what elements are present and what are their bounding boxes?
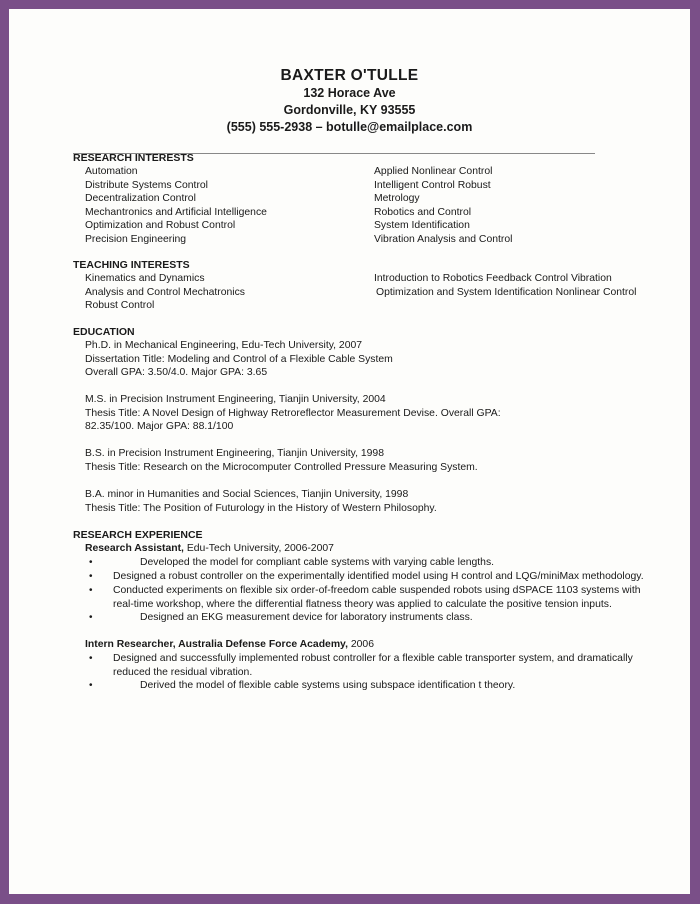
job-organization: Edu-Tech University, 2006-2007	[183, 543, 334, 554]
education-line: Ph.D. in Mechanical Engineering, Edu-Tech University, 2007	[85, 340, 363, 351]
job-year: 2006	[347, 639, 374, 650]
research-interests-heading: RESEARCH INTERESTS	[73, 152, 194, 164]
education-line: Dissertation Title: Modeling and Control of a Flexible Cable System	[85, 353, 393, 365]
education-heading: EDUCATION	[73, 326, 135, 338]
job-title-line	[85, 542, 334, 556]
city-address: Gordonville, KY 93555	[283, 103, 416, 117]
education-line: B.S. in Precision Instrument Engineering, Tianjin University, 1998	[85, 448, 384, 459]
research-interest-right-item: Robotics and Control	[374, 206, 472, 218]
education-line: Thesis Title: A Novel Design of Highway Retroreflector Measurement Devise. Overall GPA:	[85, 407, 501, 419]
job-bullet-text: Developed the model for compliant cable systems with varying cable lengths.	[140, 557, 495, 568]
research-interest-left-item: Decentralization Control	[85, 193, 196, 204]
bullet-marker: •	[89, 680, 93, 691]
education-line: B.A. minor in Humanities and Social Sciences, Tianjin University, 1998	[85, 489, 409, 500]
job-bullet-text: real-time workshop, where the differential flatness theory was applied to calculate the positive tension inputs.	[113, 598, 612, 610]
job-bullet-text: Conducted experiments on flexible six order-of-freedom cable suspended robots using dSPACE 1103 systems with	[113, 585, 641, 596]
job-role: Research Assistant,	[85, 543, 184, 554]
bullet-marker: •	[89, 653, 93, 664]
bullet-marker: •	[89, 571, 93, 582]
applicant-name: BAXTER O'TULLE	[280, 67, 419, 84]
research-interest-left-item: Distribute Systems Control	[85, 179, 208, 191]
job-bullet-text: Designed and successfully implemented robust controller for a flexible cable transporter system, and dramatically	[113, 653, 633, 664]
research-interest-left-item: Automation	[85, 166, 138, 177]
research-interest-left-item: Precision Engineering	[85, 233, 187, 245]
bullet-marker: •	[89, 612, 93, 623]
teaching-interest-right-item: Optimization and System Identification Nonlinear Control	[376, 286, 637, 298]
job-bullet-text: Designed a robust controller on the experimentally identified model using H control and LQG/miniMax methodology.	[113, 571, 644, 582]
job-bullet-text: reduced the residual vibration.	[113, 666, 253, 678]
research-interest-right-item: Metrology	[374, 193, 420, 204]
education-line: M.S. in Precision Instrument Engineering, Tianjin University, 2004	[85, 394, 386, 405]
bullet-marker: •	[89, 585, 93, 596]
job-bullet-text: Designed an EKG measurement device for laboratory instruments class.	[140, 612, 473, 623]
job-bullet-text: Derived the model of flexible cable systems using subspace identification t theory.	[140, 680, 516, 691]
teaching-interests-heading: TEACHING INTERESTS	[73, 259, 190, 271]
research-interest-left-item: Mechantronics and Artificial Intelligence	[85, 206, 267, 218]
teaching-interest-left-item: Robust Control	[85, 300, 155, 311]
street-address: 132 Horace Ave	[303, 86, 396, 100]
research-interest-right-item: Applied Nonlinear Control	[374, 166, 493, 177]
education-line: Overall GPA: 3.50/4.0. Major GPA: 3.65	[85, 367, 268, 378]
contact-line: (555) 555-2938 – botulle@emailplace.com	[226, 120, 473, 134]
bullet-marker: •	[89, 557, 93, 568]
research-interest-right-item: System Identification	[374, 220, 470, 231]
education-line: Thesis Title: Research on the Microcomputer Controlled Pressure Measuring System.	[85, 461, 478, 473]
resume-header	[9, 66, 690, 136]
research-interest-right-item: Intelligent Control Robust	[374, 179, 491, 191]
teaching-interest-left-item: Analysis and Control Mechatronics	[85, 286, 245, 298]
education-line: 82.35/100. Major GPA: 88.1/100	[85, 421, 234, 432]
job-title-line	[85, 638, 374, 652]
teaching-interest-right-item: Introduction to Robotics Feedback Control Vibration	[374, 273, 612, 284]
teaching-interest-left-item: Kinematics and Dynamics	[85, 273, 205, 284]
research-interest-left-item: Optimization and Robust Control	[85, 220, 236, 231]
job-role: Intern Researcher, Australia Defense Force Academy,	[85, 639, 348, 650]
research-experience-heading: RESEARCH EXPERIENCE	[73, 529, 203, 541]
education-line: Thesis Title: The Position of Futurology in the History of Western Philosophy.	[85, 502, 437, 514]
research-interest-right-item: Vibration Analysis and Control	[374, 233, 513, 245]
resume-page	[9, 9, 690, 894]
